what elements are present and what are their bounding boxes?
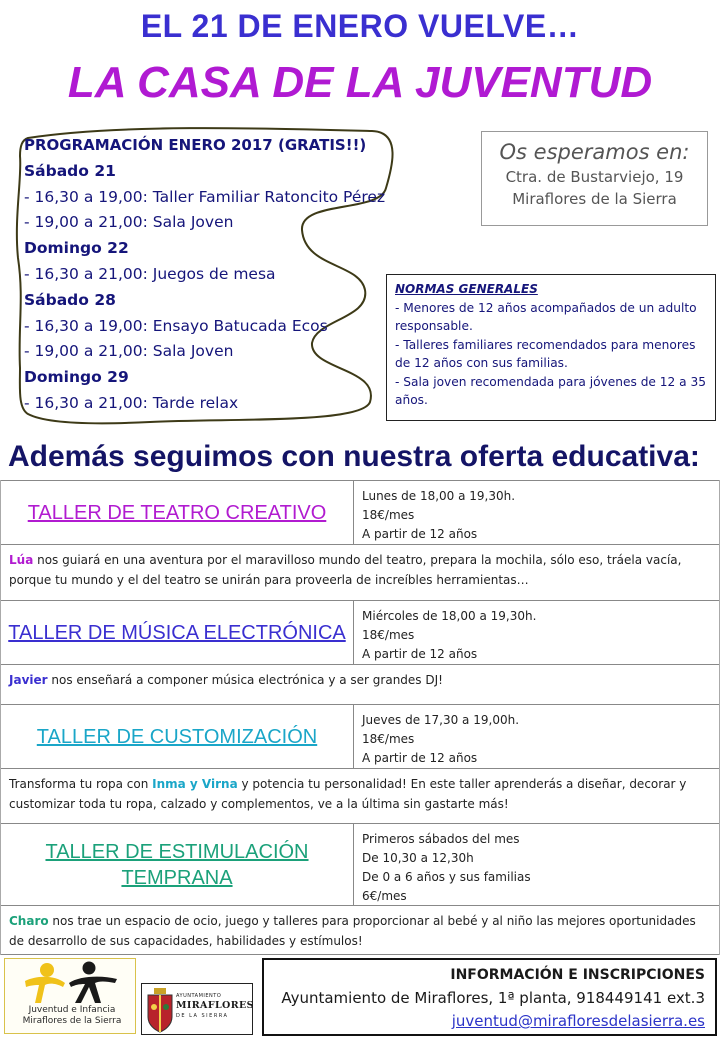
program-item: - 19,00 a 21,00: Sala Joven: [24, 213, 234, 232]
schedule-line: De 0 a 6 años y sus familias: [362, 870, 531, 884]
program-day: Domingo 22: [24, 239, 129, 258]
headline-title: LA CASA DE LA JUVENTUD: [67, 58, 653, 107]
rule-item: - Talleres familiares recomendados para menores de 12 años con sus familias.: [395, 337, 696, 370]
ayuntamiento-label: AYUNTAMIENTO: [176, 993, 222, 999]
program-item: - 19,00 a 21,00: Sala Joven: [24, 342, 234, 361]
description-text: Transforma tu ropa con: [9, 777, 153, 791]
workshop-description: [1, 664, 719, 704]
workshop-description: [1, 905, 719, 955]
workshop-name: TALLER DE ESTIMULACIÓN TEMPRANA: [1, 824, 354, 905]
schedule-line: De 10,30 a 12,30h: [362, 851, 474, 865]
info-address: Ayuntamiento de Miraflores, 1ª planta, 918449141 ext.3: [281, 989, 705, 1007]
ayuntamiento-name: MIRAFLORES: [176, 1000, 254, 1011]
program-day: Sábado 28: [24, 290, 116, 309]
ayuntamiento-subname: DE LA SIERRA: [176, 1013, 229, 1019]
schedule-line: 18€/mes: [362, 508, 415, 522]
location-title: Os esperamos en:: [499, 140, 690, 164]
workshop-schedule: [354, 601, 719, 664]
teacher-name: Lúa: [9, 553, 34, 567]
general-rules-box: [386, 274, 716, 421]
schedule-line: 6€/mes: [362, 889, 407, 903]
description-text: nos trae un espacio de ocio, juego y talleres para proporcionar al bebé y al niño las mejores oportunidades de desarrollo de sus capacidades, habilidades y estímulos!: [9, 914, 696, 948]
schedule-line: A partir de 12 años: [362, 647, 478, 661]
program-day: Domingo 29: [24, 368, 129, 387]
location-box: [481, 131, 708, 226]
workshop-row: [1, 600, 719, 664]
program-title: PROGRAMACIÓN ENERO 2017 (GRATIS!!): [24, 136, 367, 154]
program-item: - 16,30 a 21,00: Juegos de mesa: [24, 264, 276, 283]
schedule-line: A partir de 12 años: [362, 751, 478, 765]
workshop-row: [1, 823, 719, 905]
schedule-line: Miércoles de 18,00 a 19,30h.: [362, 609, 537, 623]
info-email-link[interactable]: juventud@mirafloresdelasierra.es: [451, 1012, 705, 1030]
headline-date: EL 21 DE ENERO VUELVE…: [140, 8, 580, 44]
schedule-line: Jueves de 17,30 a 19,00h.: [362, 713, 520, 727]
program-item: - 16,30 a 19,00: Ensayo Batucada Ecos: [24, 316, 328, 335]
rule-item: - Menores de 12 años acompañados de un adulto responsable.: [395, 300, 697, 333]
juventud-logo-line: Juventud e Infancia: [28, 1005, 116, 1015]
info-title: INFORMACIÓN E INSCRIPCIONES: [450, 967, 705, 983]
rule-item: - Sala joven recomendada para jóvenes de 12 a 35 años.: [395, 374, 707, 407]
workshop-name: TALLER DE TEATRO CREATIVO: [1, 481, 354, 544]
schedule-line: Primeros sábados del mes: [362, 832, 520, 846]
teacher-name: Javier: [9, 673, 48, 687]
teacher-name: Inma y Virna: [152, 777, 238, 791]
rules-title: NORMAS GENERALES: [395, 282, 538, 296]
workshop-name: TALLER DE CUSTOMIZACIÓN: [1, 705, 354, 768]
description-text: nos guiará en una aventura por el maravilloso mundo del teatro, prepara la mochila, sólo eso, tráela vacía, porque tu mundo y el del teatro se unirán para proveerla de increíbles herramientas…: [9, 553, 682, 587]
workshop-schedule: [354, 824, 719, 905]
workshop-row: [1, 480, 719, 544]
schedule-line: Lunes de 18,00 a 19,30h.: [362, 489, 516, 503]
workshop-row: [1, 704, 719, 768]
offer-heading: Además seguimos con nuestra oferta educativa:: [8, 440, 700, 473]
description-text: y potencia tu personalidad! En este taller aprenderás a diseñar, decorar y customizar toda tu ropa, calzado y complementos, ve a la última sin gastarte más!: [9, 777, 687, 811]
workshop-description: [1, 544, 719, 600]
coat-of-arms-icon: [145, 987, 175, 1033]
location-street: Ctra. de Bustarviejo, 19: [505, 168, 684, 186]
workshop-name: TALLER DE MÚSICA ELECTRÓNICA: [1, 601, 354, 664]
workshop-schedule: [354, 705, 719, 768]
schedule-line: 18€/mes: [362, 628, 415, 642]
info-box: [262, 958, 717, 1036]
workshops-table: [0, 480, 720, 955]
juventud-logo: [4, 958, 136, 1034]
workshop-schedule: [354, 481, 719, 544]
location-town: Miraflores de la Sierra: [512, 190, 677, 208]
description-text: nos enseñará a componer música electrónica y a ser grandes DJ!: [47, 673, 443, 687]
teacher-name: Charo: [9, 914, 49, 928]
schedule-line: 18€/mes: [362, 732, 415, 746]
ayuntamiento-logo: [141, 983, 253, 1035]
program-day: Sábado 21: [24, 161, 116, 180]
schedule-line: A partir de 12 años: [362, 527, 478, 541]
program-schedule: [24, 133, 444, 417]
program-item: - 16,30 a 19,00: Taller Familiar Ratoncito Pérez: [24, 187, 386, 206]
juventud-logo-line: Miraflores de la Sierra: [22, 1016, 122, 1026]
juventud-logo-text: [11, 1005, 133, 1027]
program-item: - 16,30 a 21,00: Tarde relax: [24, 393, 239, 412]
workshop-description: [1, 768, 719, 823]
dancers-icon: [5, 959, 135, 1009]
